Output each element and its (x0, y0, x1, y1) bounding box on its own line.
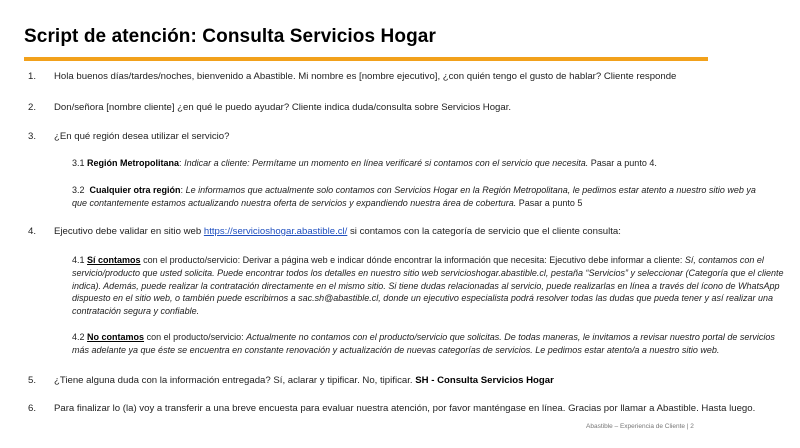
step-number: 5. (28, 375, 37, 386)
step-5-text (54, 374, 789, 387)
colon: : (180, 185, 184, 195)
step-number: 3. (28, 131, 37, 142)
substep-number: 4.1 (72, 255, 85, 265)
step-2-text: Don/señora [nombre cliente] ¿en qué le puedo ayudar? Cliente indica duda/consulta sobre Servicios Hogar. (54, 102, 512, 113)
step-1-text: Hola buenos días/tardes/noches, bienvenido a Abastible. Mi nombre es [nombre ejecutivo], ¿con quién tengo el gusto de hablar? Cliente responde (54, 71, 677, 82)
substep-instruction: Sí, contamos con el servicio/producto que usted solicita. Puede encontrar todos los detalles en nuestro sitio web servicioshogar.abastible.cl, pestaña “Servicios” y seleccionar (Categoría que el cliente indica). Además, puede realizar la contratación directamente en el mismo sitio. Si tiene dudas relacionadas al servicio, puede realizarlas en línea a través del ícono de WhatsApp dispuesto en el sitio web, o también puede escribirnos a sac.sh@abastible.cl, donde un ejecutivo especialista podrá resolver todas las dudas que pueda tener y así realizar una contratación segura y confiable. (72, 255, 784, 317)
substep-label: Cualquier otra región (89, 185, 181, 195)
substep-label: Sí contamos (87, 255, 141, 265)
substep-instruction: Indicar a cliente: Permítame un momento en línea verificaré si contamos con el servicio que necesita. (184, 158, 589, 168)
title-underline (24, 57, 708, 61)
substep-plain: con el producto/servicio: (146, 332, 244, 342)
substep-instruction: Actualmente no contamos con el producto/servicio que solicitas. De todas maneras, le invitamos a revisar nuestro portal de servicios más adelante ya que éste se encuentra en constante renovación y actualización de nuevas categorías de servicios. Le pedimos estar atento/a a nuestro sitio web. (72, 332, 775, 355)
substep-4-1 (72, 254, 794, 318)
substep-3-2 (72, 184, 772, 210)
typification-code: SH - Consulta Servicios Hogar (415, 375, 554, 386)
step-number: 2. (28, 102, 37, 113)
step-5-question: ¿Tiene alguna duda con la información entregada? Sí, aclarar y tipificar. No, tipificar. (54, 375, 413, 386)
website-link[interactable]: https://servicioshogar.abastible.cl/ (203, 226, 348, 237)
page-footer: Abastible – Experiencia de Cliente | 2 (586, 423, 694, 430)
step-number: 6. (28, 403, 37, 414)
substep-tail: Pasar a punto 5 (518, 197, 583, 208)
step-4-post: si contamos con la categoría de servicio que el cliente consulta: (350, 226, 621, 237)
substep-tail: Pasar a punto 4. (590, 158, 657, 168)
step-number: 1. (28, 71, 37, 82)
substep-4-2 (72, 331, 794, 357)
substep-plain: con el producto/servicio: Derivar a página web e indicar dónde encontrar la información que necesita: Ejecutivo debe informar a cliente: (143, 255, 683, 265)
substep-number: 3.2 (72, 185, 85, 195)
step-6-text: Para finalizar lo (la) voy a transferir a una breve encuesta para evaluar nuestra atención, por favor manténgase en línea. Gracias por llamar a Abastible. Hasta luego. (54, 403, 756, 414)
substep-label: No contamos (87, 332, 145, 342)
step-number: 4. (28, 226, 37, 237)
substep-number: 4.2 (72, 332, 85, 342)
substep-3-1 (72, 157, 794, 170)
substep-instruction: Le informamos que actualmente solo contamos con Servicios Hogar en la Región Metropolitana, le pedimos estar atento a nuestro sitio web ya que contantemente estamos actualizando nuestra oferta de servicios y expandiendo nuestra área de cobertura. (72, 185, 756, 208)
substep-label: Región Metropolitana (87, 158, 180, 168)
colon: : (179, 158, 182, 168)
page-title: Script de atención: Consulta Servicios Hogar (24, 26, 436, 47)
substep-number: 3.1 (72, 158, 85, 168)
step-3-text: ¿En qué región desea utilizar el servicio? (54, 131, 230, 142)
step-4-text (54, 225, 789, 238)
step-4-pre: Ejecutivo debe validar en sitio web (54, 226, 202, 237)
